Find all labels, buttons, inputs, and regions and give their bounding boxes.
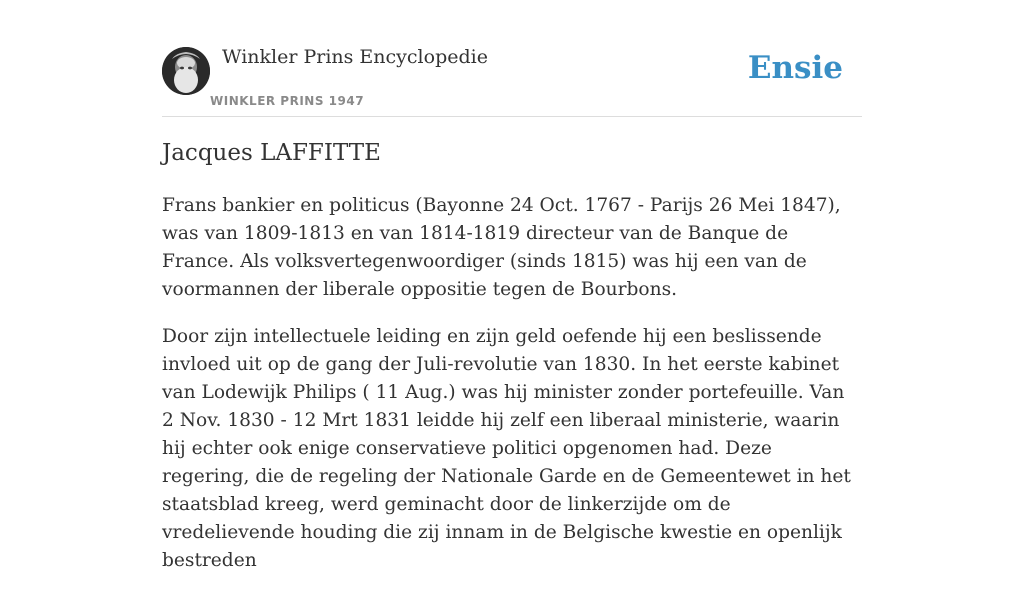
article-body (162, 192, 862, 594)
site-header (162, 0, 862, 117)
site-name[interactable]: Winkler Prins Encyclopedie (222, 46, 488, 68)
brand-logo[interactable]: Ensie (747, 50, 843, 86)
paragraph: Frans bankier en politicus (Bayonne 24 Oct. 1767 - Parijs 26 Mei 1847), was van 1809-1813 en van 1814-1819 directeur van de Banque de France. Als volksvertegenwoordiger (sinds 1815) was hij een van de voormannen der liberale oppositie tegen de Bourbons. (162, 195, 841, 300)
portrait-icon (162, 47, 210, 95)
page-title: Jacques LAFFITTE (162, 140, 381, 166)
edition-label[interactable]: WINKLER PRINS 1947 (210, 94, 365, 108)
page (162, 0, 862, 571)
avatar[interactable] (162, 47, 210, 95)
paragraph: Door zijn intellectuele leiding en zijn geld oefende hij een beslissende invloed uit op de gang der Juli-revolutie van 1830. In het eerste kabinet van Lodewijk Philips ( 11 Aug.) was hij minister zonder portefeuille. Van 2 Nov. 1830 - 12 Mrt 1831 leidde hij zelf een liberaal ministerie, waarin hij echter ook enige conservatieve politici opgenomen had. Deze regering, die de regeling der Nationale Garde en de Gemeentewet in het staatsblad kreeg, werd geminacht door de linkerzijde om de vredelievende houding die zij innam in de Belgische kwestie en openlijk bestreden (162, 326, 851, 571)
